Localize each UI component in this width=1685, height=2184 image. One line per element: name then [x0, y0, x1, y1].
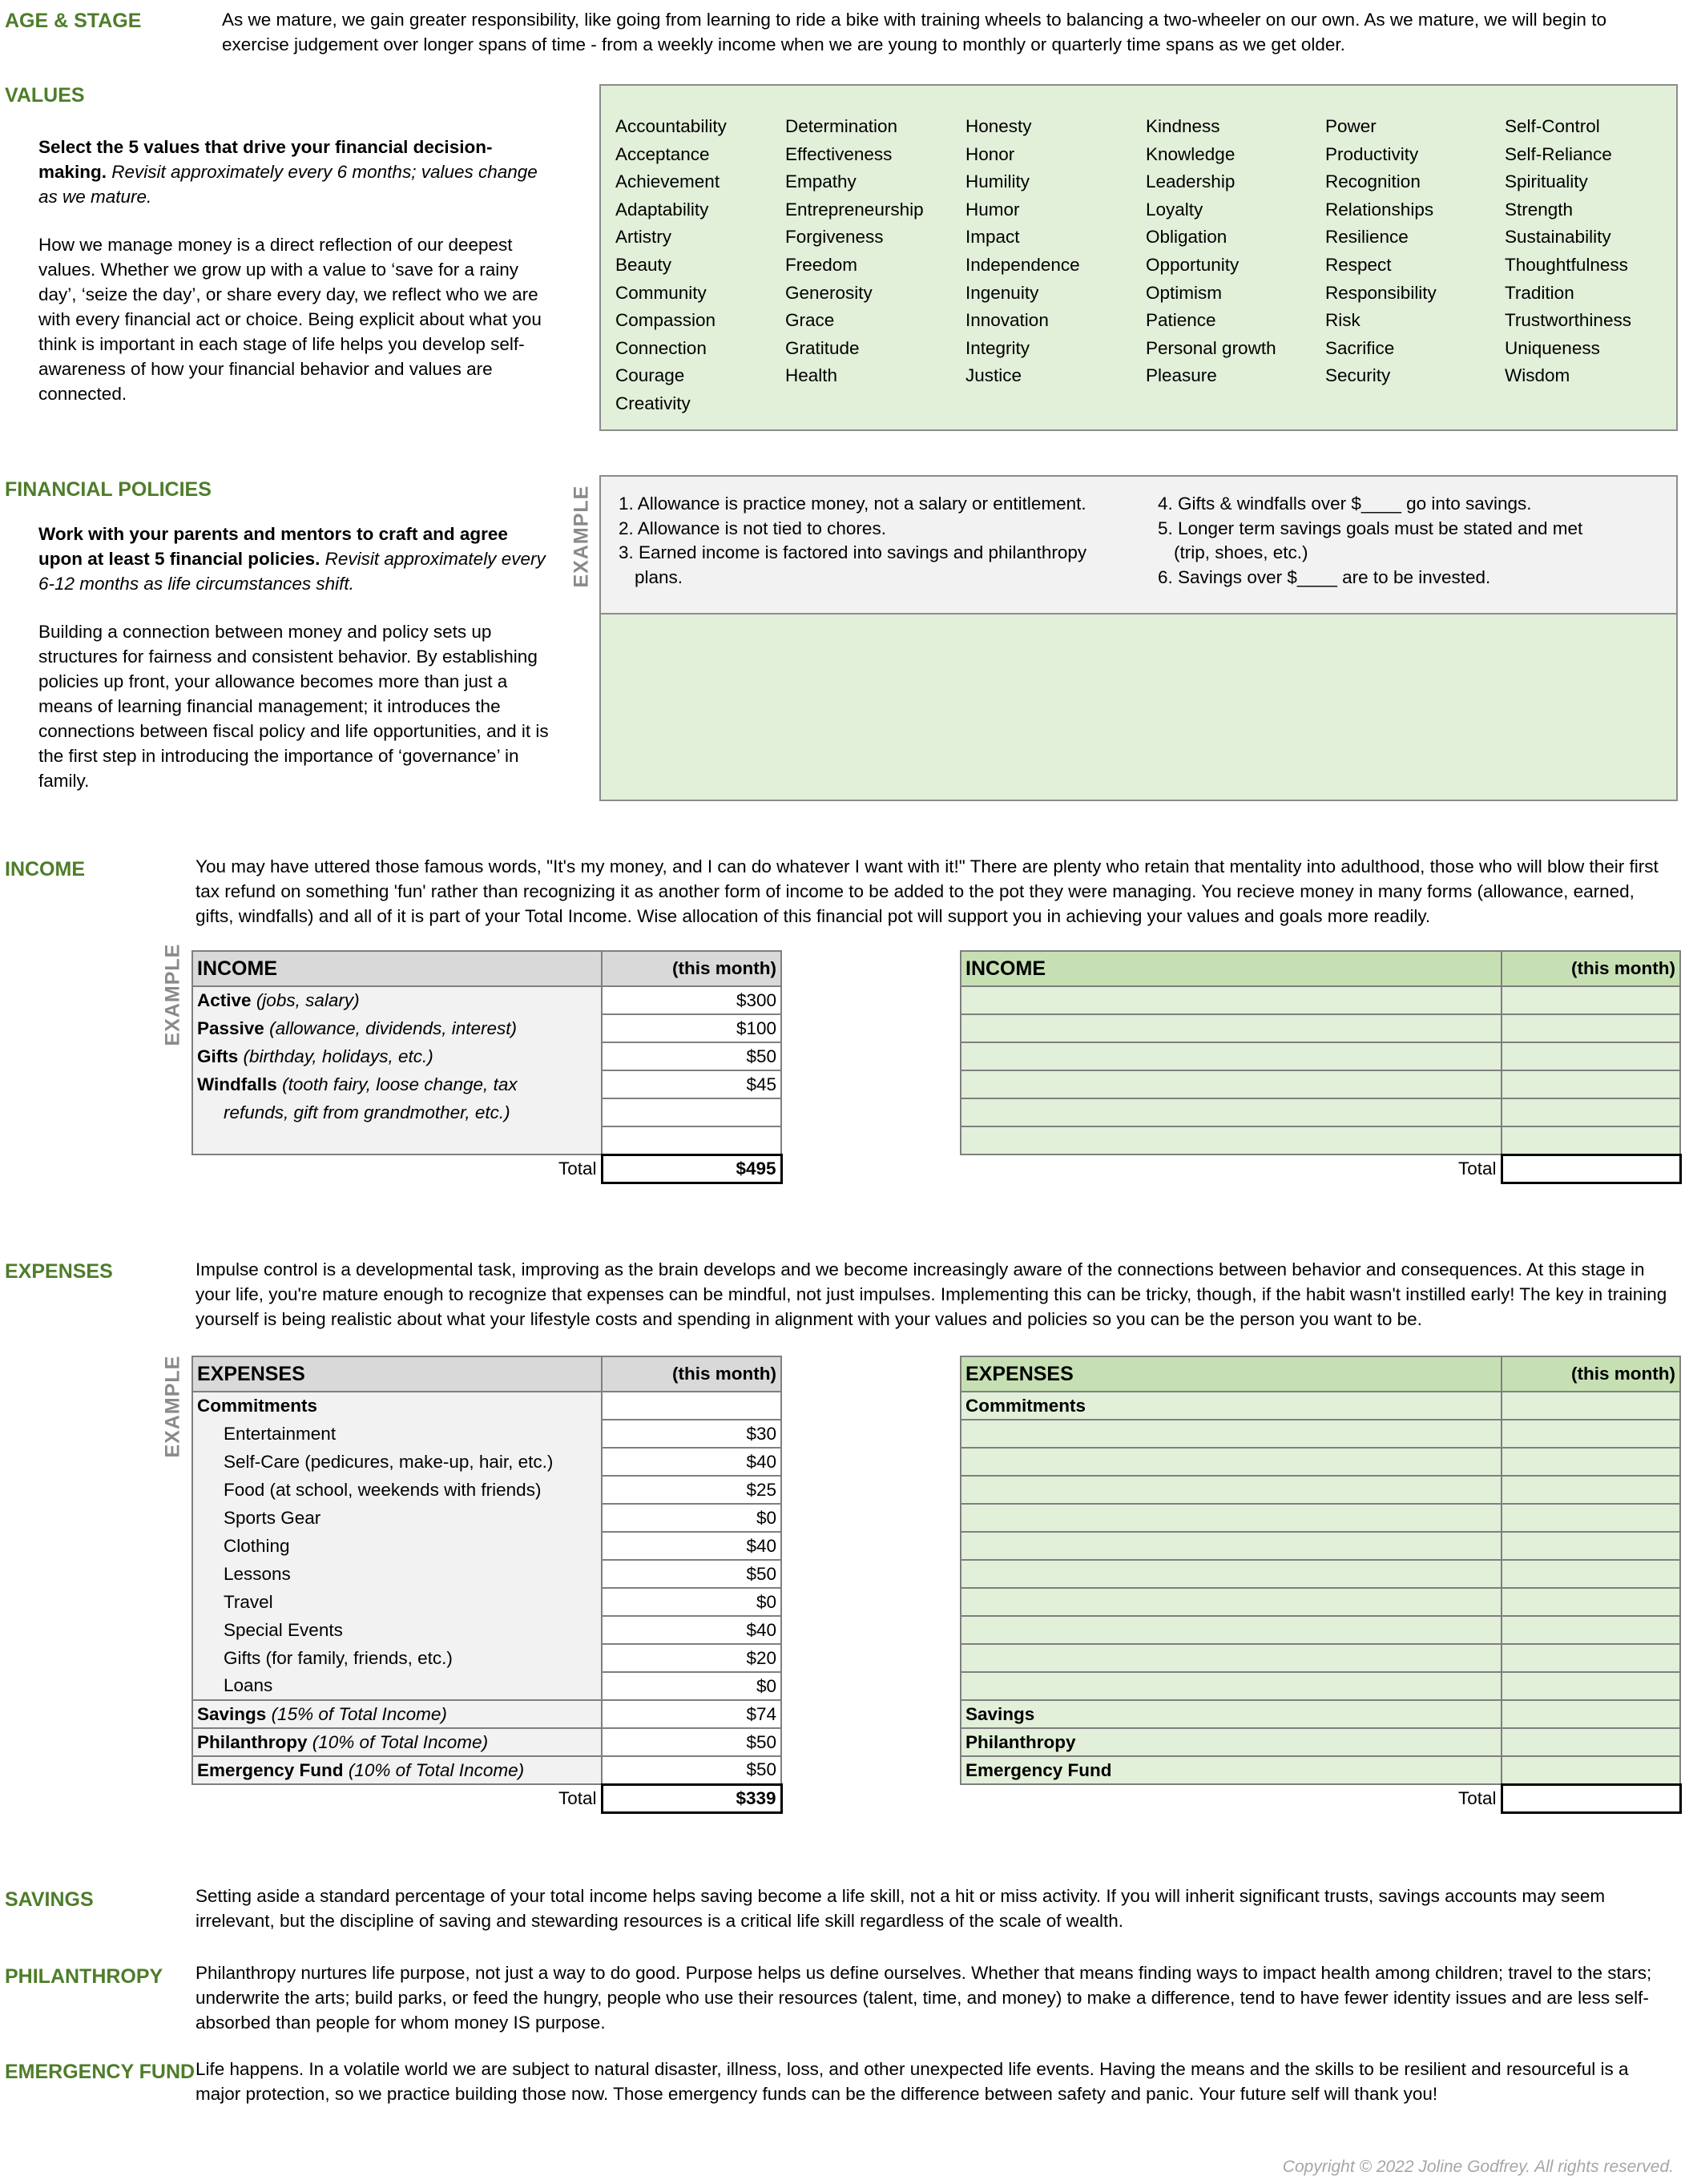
policies-instruction: [38, 522, 555, 596]
table-row: [192, 1448, 781, 1476]
income-input-value[interactable]: [1502, 1070, 1680, 1098]
expenses-commitments-label: Commitments: [192, 1392, 602, 1420]
value-option[interactable]: Strength: [1505, 199, 1574, 220]
expense-input-label[interactable]: [961, 1644, 1502, 1672]
table-row: [192, 1532, 781, 1560]
table-row[interactable]: [961, 1098, 1680, 1126]
policies-box: [599, 475, 1678, 801]
philanthropy-text: Philanthropy nurtures life purpose, not just a way to do good. Purpose helps us define ourselves. Whether that means finding ways to impact health among children; travel to the stars; underwrite the arts; build parks, or feed the hungry, people who use their resources (talent, time, and money) to make a difference, tend to have fewer identity issues and are less self-absorbed than people for whom money IS purpose.: [196, 1963, 1652, 2033]
policies-body: Building a connection between money and policy sets up structures for fairness and consistent behavior. By establishing policies up front, your allowance becomes more than just a means of learning financial management; it introduces the connections between fiscal policy and life opportunities, and it is the first step in introducing the importance of ‘governance’ in family.: [38, 622, 549, 791]
income-input-label[interactable]: [961, 1098, 1502, 1126]
table-row: [192, 1700, 781, 1728]
expenses-emergency-value: $50: [602, 1756, 781, 1784]
policies-title: FINANCIAL POLICIES: [5, 478, 212, 501]
expenses-total-value: $339: [602, 1784, 781, 1812]
expenses-worksheet-header-period: (this month): [1502, 1356, 1680, 1392]
table-row[interactable]: [961, 1532, 1680, 1560]
table-row: [192, 1476, 781, 1504]
table-row: [192, 1616, 781, 1644]
expense-input-value[interactable]: [1502, 1644, 1680, 1672]
income-input-value[interactable]: [1502, 1042, 1680, 1070]
expense-item-label: Clothing: [192, 1532, 602, 1560]
value-option[interactable]: Independence: [965, 254, 1080, 275]
expense-item-value: $50: [602, 1560, 781, 1588]
income-row-value: $45: [602, 1070, 781, 1098]
expense-input-value[interactable]: [1502, 1616, 1680, 1644]
expense-input-label[interactable]: [961, 1616, 1502, 1644]
value-option[interactable]: Sacrifice: [1325, 337, 1395, 358]
table-row: [192, 1644, 781, 1672]
income-input-label[interactable]: [961, 1042, 1502, 1070]
value-option[interactable]: Empathy: [785, 171, 857, 192]
expenses-worksheet-emergency-label: Emergency Fund: [961, 1756, 1502, 1784]
policy-5-cont: (trip, shoes, etc.): [1174, 542, 1308, 562]
value-option[interactable]: Accountability: [615, 116, 727, 136]
income-worksheet-header: [961, 951, 1680, 986]
policy-5: 5. Longer term savings goals must be stated and met: [1158, 518, 1583, 538]
income-title: INCOME: [5, 858, 85, 880]
expenses-example-header-title: EXPENSES: [192, 1356, 602, 1392]
value-option[interactable]: Integrity: [965, 337, 1030, 358]
income-input-value[interactable]: [1502, 986, 1680, 1014]
value-option[interactable]: Security: [1325, 365, 1391, 386]
income-worksheet-header-period: (this month): [1502, 951, 1680, 986]
value-option[interactable]: Effectiveness: [785, 143, 893, 164]
table-row: [192, 1728, 781, 1756]
value-option[interactable]: Humility: [965, 171, 1030, 192]
table-row[interactable]: [961, 1644, 1680, 1672]
values-body: How we manage money is a direct reflection of our deepest values. Whether we grow up with a value to ‘save for a rainy day’, ‘seize the day’, or share every day, we reflect who we are with every financial act or choice. Being explicit about what you think is important in each stage of life helps you develop self-awareness of how your financial behavior and values are connected.: [38, 235, 542, 404]
expense-input-label[interactable]: [961, 1476, 1502, 1504]
values-column-5: [1325, 113, 1437, 390]
expenses-worksheet-total-label: Total: [1457, 1788, 1497, 1808]
expense-item-label: Food (at school, weekends with friends): [192, 1476, 602, 1504]
value-option[interactable]: Respect: [1325, 254, 1392, 275]
table-row: [192, 986, 781, 1014]
expense-input-value[interactable]: [1502, 1588, 1680, 1616]
value-option[interactable]: Generosity: [785, 282, 873, 303]
table-row: [192, 1756, 781, 1784]
expenses-worksheet-total-input[interactable]: [1502, 1784, 1680, 1812]
expenses-worksheet-commitments-label: Commitments: [961, 1392, 1502, 1420]
policy-2: 2. Allowance is not tied to chores.: [619, 518, 886, 538]
table-row[interactable]: [961, 1476, 1680, 1504]
expense-input-label[interactable]: [961, 1532, 1502, 1560]
value-option[interactable]: Spirituality: [1505, 171, 1588, 192]
policies-instruction-bold: Work with your parents and mentors to craft and agree upon at least 5 financial policies.: [38, 524, 508, 569]
income-example-header: [192, 951, 781, 986]
value-option[interactable]: Health: [785, 365, 838, 386]
value-option[interactable]: Thoughtfulness: [1505, 254, 1628, 275]
expense-input-value[interactable]: [1502, 1756, 1680, 1784]
expense-input-value[interactable]: [1502, 1392, 1680, 1420]
expense-item-value: $0: [602, 1588, 781, 1616]
income-example-label: EXAMPLE: [161, 943, 184, 1046]
value-option[interactable]: Loyalty: [1146, 199, 1203, 220]
policies-example-label: EXAMPLE: [570, 485, 593, 588]
value-option[interactable]: Artistry: [615, 227, 671, 248]
copyright: Copyright © 2022 Joline Godfrey. All rights reserved.: [1282, 2158, 1674, 2176]
income-worksheet-total-label: Total: [1457, 1158, 1497, 1179]
value-option[interactable]: Self-Control: [1505, 116, 1600, 136]
value-option[interactable]: Risk: [1325, 310, 1360, 331]
expenses-worksheet-header-title: EXPENSES: [961, 1356, 1502, 1392]
income-input-value[interactable]: [1502, 1014, 1680, 1042]
table-row: [192, 1420, 781, 1448]
empty-cell: [192, 1126, 602, 1154]
age-stage-title: AGE & STAGE: [5, 10, 142, 32]
expenses-total-row: [192, 1784, 781, 1812]
value-option[interactable]: Wisdom: [1505, 365, 1570, 386]
table-row[interactable]: [961, 986, 1680, 1014]
income-total-label: Total: [558, 1158, 597, 1179]
expenses-worksheet-savings-label: Savings: [961, 1700, 1502, 1728]
expenses-savings-label: Savings (15% of Total Income): [192, 1700, 602, 1728]
expenses-philanthropy-label: Philanthropy (10% of Total Income): [192, 1728, 602, 1756]
value-option[interactable]: Honor: [965, 143, 1015, 164]
table-row[interactable]: [961, 1504, 1680, 1532]
table-row[interactable]: [961, 1560, 1680, 1588]
value-option[interactable]: Innovation: [965, 310, 1049, 331]
income-input-value[interactable]: [1502, 1126, 1680, 1154]
value-option[interactable]: Uniqueness: [1505, 337, 1600, 358]
value-option[interactable]: Acceptance: [615, 143, 710, 164]
policies-input-area[interactable]: [601, 615, 1676, 800]
expenses-worksheet-philanthropy-label: Philanthropy: [961, 1728, 1502, 1756]
values-column-1: [615, 113, 727, 418]
expense-item-value: $40: [602, 1532, 781, 1560]
table-row: [192, 1126, 781, 1154]
expense-input-label[interactable]: [961, 1420, 1502, 1448]
expense-item-value: $0: [602, 1504, 781, 1532]
income-text: You may have uttered those famous words, "It's my money, and I can do whatever I want with it!" There are plenty who retain that mentality into adulthood, those who will blow their first tax refund on something 'fun' rather than recognizing it as another form of income to be added to the pot they were managing. You recieve money in many forms (allowance, earned, gifts, windfalls) and all of it is part of your Total Income. Wise allocation of this financial pot will support you in achieving your values and goals more readily.: [196, 856, 1659, 926]
policy-4: 4. Gifts & windfalls over $____ go into savings.: [1158, 494, 1532, 514]
expenses-text: Impulse control is a developmental task, improving as the brain develops and we become increasingly aware of the connections between behavior and consequences. At this stage in your life, you're mature enough to recognize that expenses can be mindful, not just impulses. Implementing this can be tricky, though, if the habit wasn't instilled early! The key in training yourself is being realistic about what your lifestyle costs and spending in alignment with your values and policies so you can be the person you want to be.: [196, 1259, 1667, 1329]
expense-input-label[interactable]: [961, 1560, 1502, 1588]
empty-cell: [602, 1098, 781, 1126]
income-row-label: Gifts (birthday, holidays, etc.): [192, 1042, 602, 1070]
value-option[interactable]: Productivity: [1325, 143, 1419, 164]
philanthropy-title: PHILANTHROPY: [5, 1965, 163, 1988]
value-option[interactable]: Achievement: [615, 171, 720, 192]
income-worksheet-header-title: INCOME: [961, 951, 1502, 986]
empty-cell: [602, 1126, 781, 1154]
expenses-worksheet-table: [960, 1356, 1682, 1814]
income-row-label: Active (jobs, salary): [192, 986, 602, 1014]
expenses-example-header-period: (this month): [602, 1356, 781, 1392]
expense-item-value: $25: [602, 1476, 781, 1504]
expense-item-label: Sports Gear: [192, 1504, 602, 1532]
savings-title: SAVINGS: [5, 1888, 94, 1911]
expense-item-label: Self-Care (pedicures, make-up, hair, etc.): [192, 1448, 602, 1476]
expense-item-label: Entertainment: [192, 1420, 602, 1448]
table-row: [192, 1392, 781, 1420]
value-option[interactable]: Compassion: [615, 310, 716, 331]
value-option[interactable]: Justice: [965, 365, 1022, 386]
value-option[interactable]: Personal growth: [1146, 337, 1276, 358]
values-column-6: [1505, 113, 1631, 390]
value-option[interactable]: Knowledge: [1146, 143, 1236, 164]
table-row: [192, 1672, 781, 1700]
income-row-value: $300: [602, 986, 781, 1014]
income-worksheet-total-input[interactable]: [1502, 1154, 1680, 1183]
expenses-savings-value: $74: [602, 1700, 781, 1728]
income-row-label: Windfalls (tooth fairy, loose change, tax: [192, 1070, 602, 1098]
expense-item-label: Special Events: [192, 1616, 602, 1644]
table-row: [192, 1070, 781, 1098]
table-row: [192, 1560, 781, 1588]
expense-input-value[interactable]: [1502, 1476, 1680, 1504]
expense-item-value: $40: [602, 1616, 781, 1644]
value-option[interactable]: Power: [1325, 116, 1377, 136]
policies-example-right: [1158, 492, 1582, 590]
table-row[interactable]: [961, 1448, 1680, 1476]
table-row: [192, 1098, 781, 1126]
value-option[interactable]: Resilience: [1325, 227, 1409, 248]
values-column-3: [965, 113, 1080, 390]
value-option[interactable]: Honesty: [965, 116, 1032, 136]
policies-instruction-italic: Revisit approximately every 6-12 months as life circumstances shift.: [38, 549, 546, 594]
expense-item-value: $20: [602, 1644, 781, 1672]
expense-input-label[interactable]: [961, 1448, 1502, 1476]
table-row[interactable]: [961, 1126, 1680, 1154]
value-option[interactable]: Sustainability: [1505, 227, 1611, 248]
policy-6: 6. Savings over $____ are to be invested.: [1158, 566, 1491, 587]
expense-input-value[interactable]: [1502, 1448, 1680, 1476]
expense-item-value: $30: [602, 1420, 781, 1448]
expense-input-label[interactable]: [961, 1588, 1502, 1616]
table-row: [192, 1042, 781, 1070]
income-worksheet-total-row: [961, 1154, 1680, 1183]
table-row[interactable]: [961, 1616, 1680, 1644]
value-option[interactable]: Forgiveness: [785, 227, 884, 248]
policy-3: 3. Earned income is factored into savings and philanthropy: [619, 542, 1087, 562]
expense-item-label: Lessons: [192, 1560, 602, 1588]
expense-input-value[interactable]: [1502, 1672, 1680, 1700]
values-instruction-bold: Select the 5 values that drive your financial decision-making.: [38, 137, 493, 182]
income-total-row: [192, 1154, 781, 1183]
value-option[interactable]: Trustworthiness: [1505, 310, 1631, 331]
values-column-4: [1146, 113, 1276, 390]
table-row[interactable]: [961, 1588, 1680, 1616]
income-windfalls-cont: refunds, gift from grandmother, etc.): [192, 1098, 602, 1126]
expense-item-label: Loans: [192, 1672, 602, 1700]
expense-item-value: $40: [602, 1448, 781, 1476]
value-option[interactable]: Impact: [965, 227, 1020, 248]
table-row[interactable]: [961, 1070, 1680, 1098]
value-option[interactable]: Courage: [615, 365, 685, 386]
expense-input-value[interactable]: [1502, 1728, 1680, 1756]
income-example-header-title: INCOME: [192, 951, 602, 986]
value-option[interactable]: Creativity: [615, 393, 691, 413]
policy-3-cont: plans.: [635, 566, 683, 587]
expense-input-value[interactable]: [1502, 1532, 1680, 1560]
table-row[interactable]: [961, 1042, 1680, 1070]
income-input-value[interactable]: [1502, 1098, 1680, 1126]
value-option[interactable]: Beauty: [615, 254, 672, 275]
value-option[interactable]: Determination: [785, 116, 898, 136]
expenses-worksheet-total-row: [961, 1784, 1680, 1812]
income-total-value: $495: [602, 1154, 781, 1183]
expenses-philanthropy-value: $50: [602, 1728, 781, 1756]
expenses-title: EXPENSES: [5, 1260, 113, 1283]
value-option[interactable]: Recognition: [1325, 171, 1421, 192]
expense-input-value[interactable]: [1502, 1504, 1680, 1532]
income-input-label[interactable]: [961, 1126, 1502, 1154]
table-row: [961, 1392, 1680, 1420]
value-option[interactable]: Self-Reliance: [1505, 143, 1612, 164]
expense-input-label[interactable]: [961, 1672, 1502, 1700]
value-option[interactable]: Pleasure: [1146, 365, 1217, 386]
values-column-2: [785, 113, 924, 390]
expense-input-value[interactable]: [1502, 1420, 1680, 1448]
value-option[interactable]: Opportunity: [1146, 254, 1240, 275]
value-option[interactable]: Optimism: [1146, 282, 1222, 303]
expense-input-label[interactable]: [961, 1504, 1502, 1532]
savings-text: Setting aside a standard percentage of your total income helps saving become a life skill, not a hit or miss activity. If you will inherit significant trusts, savings accounts may seem irrelevant, but the discipline of saving and stewarding resources is a critical life skill regardless of the scale of wealth.: [196, 1886, 1606, 1931]
income-worksheet-table: [960, 950, 1682, 1184]
policy-1: 1. Allowance is practice money, not a salary or entitlement.: [619, 494, 1086, 514]
expenses-example-table: [191, 1356, 783, 1814]
value-option[interactable]: Adaptability: [615, 199, 709, 220]
income-input-label[interactable]: [961, 1070, 1502, 1098]
value-option[interactable]: Community: [615, 282, 707, 303]
expenses-worksheet-header: [961, 1356, 1680, 1392]
income-input-label[interactable]: [961, 1014, 1502, 1042]
expense-input-value[interactable]: [1502, 1700, 1680, 1728]
income-input-label[interactable]: [961, 986, 1502, 1014]
values-instruction: [38, 135, 559, 209]
values-title: VALUES: [5, 84, 85, 107]
table-row[interactable]: [961, 1014, 1680, 1042]
empty-cell: [602, 1392, 781, 1420]
value-option[interactable]: Kindness: [1146, 116, 1220, 136]
values-instruction-italic: Revisit approximately every 6 months; values change as we mature.: [38, 162, 538, 207]
value-option[interactable]: Gratitude: [785, 337, 860, 358]
income-row-value: $100: [602, 1014, 781, 1042]
table-row: [192, 1588, 781, 1616]
table-row[interactable]: [961, 1672, 1680, 1700]
value-option[interactable]: Ingenuity: [965, 282, 1039, 303]
expense-item-label: Travel: [192, 1588, 602, 1616]
table-row[interactable]: [961, 1420, 1680, 1448]
values-box: [599, 84, 1678, 431]
policies-example-left: [619, 492, 1086, 590]
expense-item-value: $0: [602, 1672, 781, 1700]
emergency-fund-text: Life happens. In a volatile world we are subject to natural disaster, illness, loss, and other unexpected life events. Having the means and the skills to be resilient and resourceful is a major protection, so we practice building those now. Those emergency funds can be the difference between safety and panic. Your future self will thank you!: [196, 2059, 1629, 2104]
value-option[interactable]: Entrepreneurship: [785, 199, 924, 220]
income-example-table: [191, 950, 783, 1184]
value-option[interactable]: Grace: [785, 310, 835, 331]
value-option[interactable]: Patience: [1146, 310, 1216, 331]
table-row: [192, 1014, 781, 1042]
expenses-example-header: [192, 1356, 781, 1392]
expenses-emergency-label: Emergency Fund (10% of Total Income): [192, 1756, 602, 1784]
table-row: [192, 1504, 781, 1532]
income-row-label: Passive (allowance, dividends, interest): [192, 1014, 602, 1042]
emergency-fund-title: EMERGENCY FUND: [5, 2061, 196, 2083]
table-row: [961, 1756, 1680, 1784]
value-option[interactable]: Freedom: [785, 254, 858, 275]
expense-item-label: Gifts (for family, friends, etc.): [192, 1644, 602, 1672]
value-option[interactable]: Relationships: [1325, 199, 1434, 220]
value-option[interactable]: Obligation: [1146, 227, 1227, 248]
policies-example-area: [601, 477, 1676, 615]
value-option[interactable]: Responsibility: [1325, 282, 1437, 303]
value-option[interactable]: Connection: [615, 337, 707, 358]
expenses-total-label: Total: [558, 1788, 597, 1808]
value-option[interactable]: Leadership: [1146, 171, 1236, 192]
value-option[interactable]: Tradition: [1505, 282, 1574, 303]
income-row-value: $50: [602, 1042, 781, 1070]
expense-input-value[interactable]: [1502, 1560, 1680, 1588]
value-option[interactable]: Humor: [965, 199, 1020, 220]
income-example-header-period: (this month): [602, 951, 781, 986]
table-row: [961, 1700, 1680, 1728]
expenses-example-label: EXAMPLE: [161, 1355, 184, 1458]
age-stage-text: As we mature, we gain greater responsibility, like going from learning to ride a bike with training wheels to balancing a two-wheeler on our own. As we mature, we will begin to exercise judgement over longer spans of time - from a weekly income when we are young to monthly or quarterly time spans as we get older.: [222, 10, 1606, 54]
table-row: [961, 1728, 1680, 1756]
